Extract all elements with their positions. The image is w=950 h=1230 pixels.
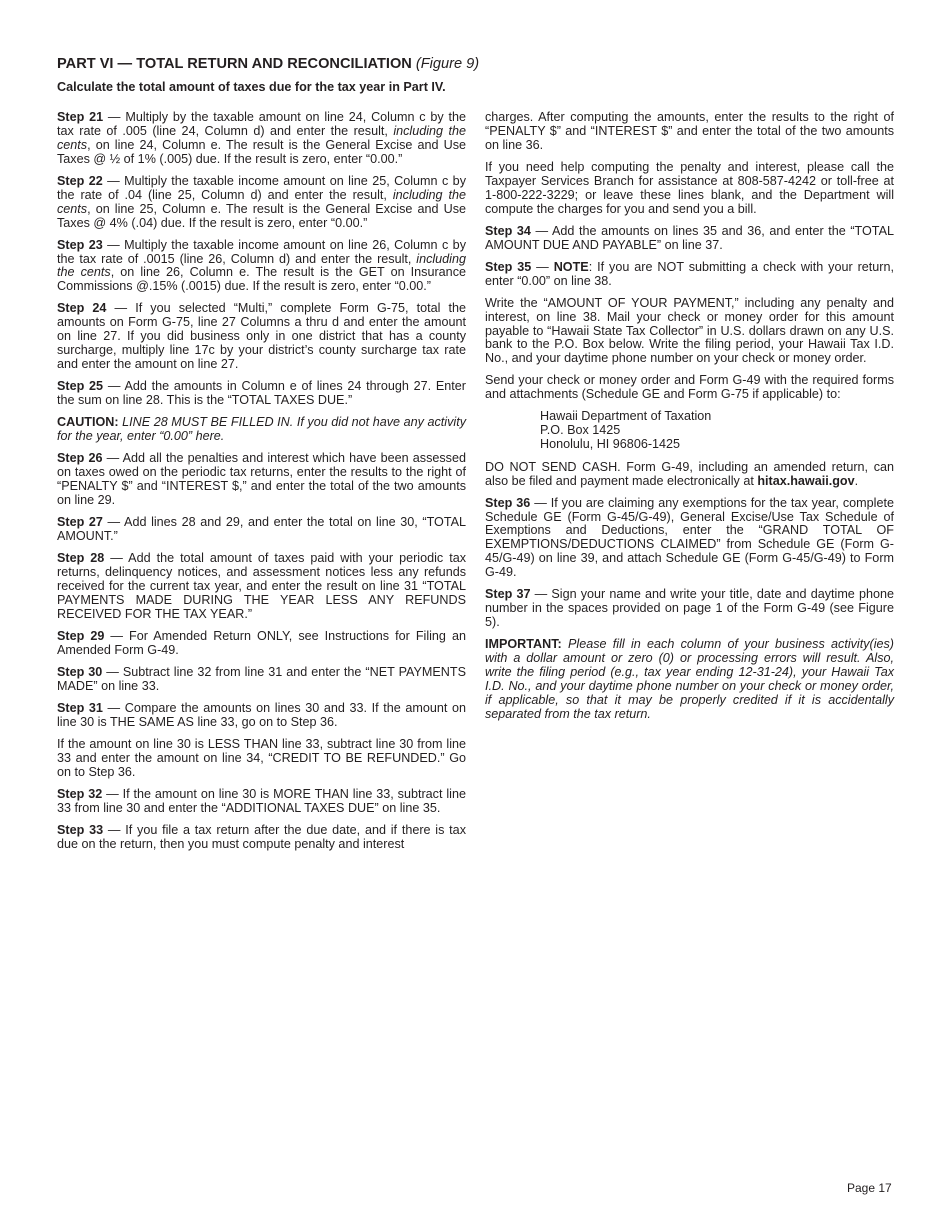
page-number: Page 17 xyxy=(847,1181,892,1195)
step-24: Step 24 — If you selected “Multi,” complete Form G-75, total the amounts on Form G-75, line 27 Columns a thru d and enter the amount on line 27. If you did business only in one district that has a county surcharge, multiply line 17c by your district’s county surcharge tax rate and enter the amount on line 27. xyxy=(57,301,466,372)
important-note: IMPORTANT: Please fill in each column of your business activity(ies) with a dollar amount or zero (0) or processing errors will result. Also, write the filing period (e.g., tax year ending 12-31-24), your Hawaii Tax I.D. No., and your daytime phone number on your check or money order, if applicable, so that it may be properly credited if it is accidentally separated from the tax return. xyxy=(485,637,894,721)
step-28: Step 28 — Add the total amount of taxes paid with your periodic tax returns, delinquency notices, and assessment notices less any refunds received for the current tax year, and enter the result on line 31 “TOTAL PAYMENTS MADE DURING THE YEAR LESS ANY REFUNDS RECEIVED FOR THE TAX YEAR.” xyxy=(57,550,466,621)
right-column xyxy=(485,111,894,730)
step-23: Step 23 — Multiply the taxable income amount on line 26, Column c by the tax rate of .0015 (line 26, Column d) and enter the result, including the cents, on line 26, Column e. The result is the GET on Insurance Commissions @.15% (.0015) due. If the result is zero, enter “0.00.” xyxy=(57,237,466,294)
mailing-address xyxy=(485,410,894,452)
step-21: Step 21 — Multiply by the taxable amount on line 24, Column c by the tax rate of .005 (line 24, Column d) and enter the result, including the cents, on line 24, Column e. The result is the General Excise and Use Taxes @ ½ of 1% (.005) due. If the result is zero, enter “0.00.” xyxy=(57,110,466,166)
step-33-continued: charges. After computing the amounts, enter the results to the right of “PENALTY $” and “INTEREST $” and enter the total of the two amounts on line 36. xyxy=(485,110,894,152)
step-37: Step 37 — Sign your name and write your title, date and daytime phone number in the spaces provided on page 1 of the Form G-49 (see Figure 5). xyxy=(485,587,894,630)
step-36: Step 36 — If you are claiming any exemptions for the tax year, complete Schedule GE (Form G-45/G-49), General Excise/Use Tax Schedule of Exemptions and Deductions, enter the “GRAND TOTAL OF EXEMPTIONS/DEDUCTIONS CLAIMED” from Schedule GE (Form G-45/G-49) on line 39, and attach Schedule GE (Form G-45/G-49) to Form G-49. xyxy=(485,495,894,580)
section-subtitle: Calculate the total amount of taxes due for the tax year in Part IV. xyxy=(57,80,446,94)
send-paragraph: Send your check or money order and Form G-49 with the required forms and attachments (Schedule GE and Form G-75 if applicable) to: xyxy=(485,373,894,402)
step-34: Step 34 — Add the amounts on lines 35 and 36, and enter the “TOTAL AMOUNT DUE AND PAYABLE” on line 37. xyxy=(485,223,894,252)
step-25: Step 25 — Add the amounts in Column e of lines 24 through 27. Enter the sum on line 28. This is the “TOTAL TAXES DUE.” xyxy=(57,379,466,408)
step-26: Step 26 — Add all the penalties and interest which have been assessed on taxes owed on the periodic tax returns, enter the results to the right of “PENALTY $” and “INTEREST $,” and enter the total of the two amounts on line 29. xyxy=(57,451,466,507)
step-33: Step 33 — If you file a tax return after the due date, and if there is tax due on the return, then you must compute penalty and interest xyxy=(57,822,466,851)
step-31: Step 31 — Compare the amounts on lines 30 and 33. If the amount on line 30 is THE SAME AS line 33, go on to Step 36. xyxy=(57,700,466,729)
section-title xyxy=(57,55,894,73)
page-content xyxy=(57,55,894,851)
step-32: Step 32 — If the amount on line 30 is MORE THAN line 33, subtract line 33 from line 30 and enter the “ADDITIONAL TAXES DUE” on line 35. xyxy=(57,786,466,815)
help-paragraph: If you need help computing the penalty and interest, please call the Taxpayer Services Branch for assistance at 808-587-4242 or toll-free at 1-800-222-3229; or leave these lines blank, and the Department will compute the charges for you and send you a bill. xyxy=(485,159,894,216)
cash-paragraph: DO NOT SEND CASH. Form G-49, including an amended return, can also be filed and payment made electronically at hitax.hawaii.gov. xyxy=(485,459,894,488)
address-line: P.O. Box 1425 xyxy=(540,423,621,438)
caution-note: CAUTION: LINE 28 MUST BE FILLED IN. If you did not have any activity for the year, enter “0.00” here. xyxy=(57,415,466,444)
step-35: Step 35 — NOTE: If you are NOT submitting a check with your return, enter “0.00” on line 38. xyxy=(485,259,894,288)
step-22: Step 22 — Multiply the taxable income amount on line 25, Column c by the rate of .04 (line 25, Column d) and enter the result, including the cents, on line 25, Column e. The result is the General Excise and Use Taxes @ 4% (.04) due. If the result is zero, enter “0.00.” xyxy=(57,173,466,230)
step-29: Step 29 — For Amended Return ONLY, see Instructions for Filing an Amended Form G-49. xyxy=(57,628,466,657)
website-link[interactable]: hitax.hawaii.gov xyxy=(757,473,855,488)
step-27: Step 27 — Add lines 28 and 29, and enter the total on line 30, “TOTAL AMOUNT.” xyxy=(57,514,466,543)
address-line: Hawaii Department of Taxation xyxy=(540,409,712,424)
section-title-text: PART VI — TOTAL RETURN AND RECONCILIATION xyxy=(57,56,412,72)
step-31-continued: If the amount on line 30 is LESS THAN line 33, subtract line 30 from line 33 and enter the amount on line 34, “CREDIT TO BE REFUNDED.” Go on to Step 36. xyxy=(57,736,466,779)
left-column xyxy=(57,111,466,860)
figure-reference: (Figure 9) xyxy=(415,56,480,72)
step-30: Step 30 — Subtract line 32 from line 31 and enter the “NET PAYMENTS MADE” on line 33. xyxy=(57,664,466,693)
payment-paragraph: Write the “AMOUNT OF YOUR PAYMENT,” including any penalty and interest, on line 38. Mail your check or money order for this amount payable to “Hawaii State Tax Collector” in U.S. dollars drawn on any U.S. bank to the P.O. Box below. Write the filing period, your Hawaii Tax I.D. No., and your daytime phone number on your check or money order. xyxy=(485,295,894,366)
address-line: Honolulu, HI 96806-1425 xyxy=(540,437,681,452)
